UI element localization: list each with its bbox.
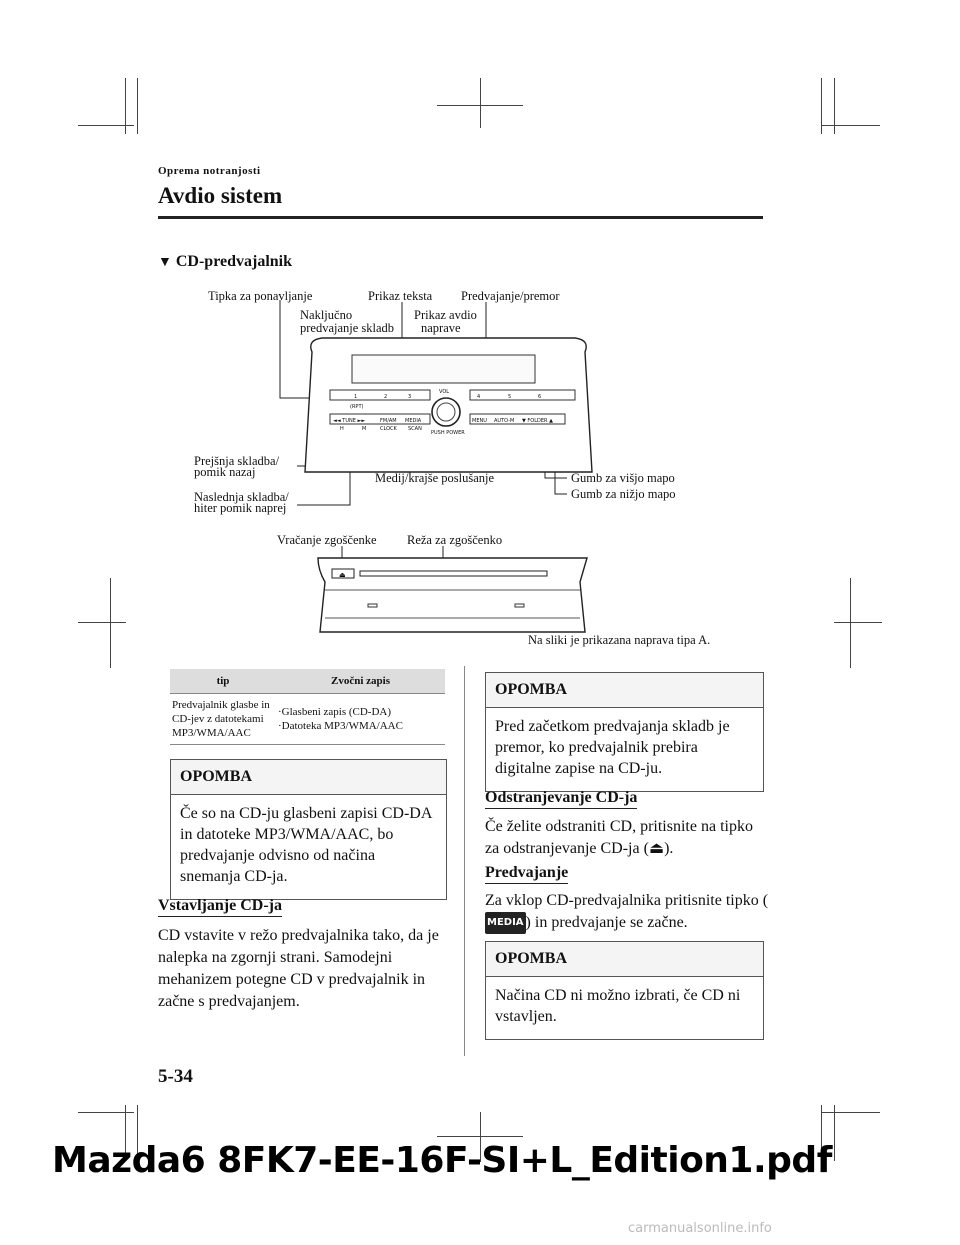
callout-prev-1: Prejšnja skladba/: [194, 454, 280, 468]
table-header: Zvočni zapis: [276, 669, 445, 694]
note-body: Načina CD ni možno izbrati, če CD ni vstavljen.: [495, 987, 741, 1025]
callout-folder-down: Gumb za nižjo mapo: [571, 487, 676, 501]
callout-media-scan: Medij/krajše poslušanje: [375, 471, 495, 485]
callout-text-display: Prikaz teksta: [368, 289, 433, 303]
note-heading: OPOMBA: [486, 673, 763, 708]
cd-slot: [360, 571, 547, 576]
callout-eject: Vračanje zgoščenke: [277, 533, 377, 547]
paragraph-text: Za vklop CD-predvajalnika pritisnite tipko (: [485, 892, 769, 909]
paragraph: CD vstavite v režo predvajalnika tako, da je nalepka na zgornji strani. Samodejni mehanizem potegne CD v predvajalnik in začne s predvajanjem.: [158, 927, 439, 1010]
push-power-label: PUSH POWER: [431, 430, 465, 436]
cd-slot-unit: [318, 558, 587, 632]
callout-random-2: predvajanje skladb: [300, 321, 395, 335]
button-2: 2: [384, 394, 388, 400]
note-heading: OPOMBA: [486, 942, 763, 977]
menu-button: MENU: [472, 418, 487, 424]
media-icon: MEDIA: [485, 912, 526, 934]
h-label: H: [340, 426, 344, 432]
table-row: [170, 694, 445, 745]
button-5: 5: [508, 394, 512, 400]
callout-repeat: Tipka za ponavljanje: [208, 289, 313, 303]
note-box: [170, 759, 447, 900]
tune-button: ◄◄ TUNE ►►: [333, 418, 366, 424]
fmam-button: FM/AM: [380, 418, 397, 424]
format-item: ·Datoteka MP3/WMA/AAC: [278, 720, 403, 732]
crop-mark: [822, 1112, 880, 1113]
callout-audio-display-2: naprave: [421, 321, 461, 335]
media-button: MEDIA: [405, 418, 422, 424]
display-screen: [352, 355, 535, 383]
note-heading: OPOMBA: [171, 760, 446, 795]
figure-caption: Na sliki je prikazana naprava tipa A.: [528, 633, 711, 647]
section-heading: Vstavljanje CD-ja: [158, 897, 282, 917]
callout-prev-2: pomik nazaj: [194, 465, 256, 479]
rpt-label: (RPT): [350, 404, 364, 410]
crop-mark: [437, 1136, 523, 1137]
button-4: 4: [477, 394, 481, 400]
callout-random-1: Naključno: [300, 308, 353, 322]
automem-button: AUTO-M: [494, 418, 515, 424]
m-label: M: [362, 426, 367, 432]
note-box: [485, 941, 764, 1040]
watermark: carmanualsonline.info: [628, 1221, 772, 1236]
paragraph: [485, 816, 765, 860]
format-table: [170, 669, 445, 745]
scan-label: SCAN: [408, 426, 422, 432]
format-item: ·Glasbeni zapis (CD-DA): [278, 706, 392, 718]
note-box: [485, 672, 764, 792]
callout-next-1: Naslednja skladba/: [194, 490, 289, 504]
paragraph-text: ) in predvajanje se začne.: [525, 914, 688, 931]
button-1: 1: [354, 394, 358, 400]
callout-slot: Reža za zgoščenko: [407, 533, 503, 547]
button-3: 3: [408, 394, 412, 400]
paragraph-text: ).: [664, 840, 674, 857]
page-number: 5-34: [158, 1066, 193, 1087]
column-divider: [464, 666, 465, 1056]
table-header: tip: [170, 669, 276, 694]
paragraph: [485, 890, 770, 934]
page-title: Avdio sistem: [158, 183, 283, 208]
callout-play-pause: Predvajanje/premor: [461, 289, 560, 303]
paragraph-text: Če želite odstraniti CD, pritisnite na tipko za odstranjevanje CD-ja (: [485, 818, 753, 857]
note-body: Če so na CD-ju glasbeni zapisi CD-DA in datoteke MP3/WMA/AAC, bo predvajanje odvisno od načina snemanja CD-ja.: [180, 805, 432, 885]
button-6: 6: [538, 394, 542, 400]
vol-label: VOL: [439, 389, 450, 395]
crop-mark: [78, 1112, 134, 1113]
section-heading: Odstranjevanje CD-ja: [485, 789, 637, 809]
footer-filename: Mazda6 8FK7-EE-16F-SI+L_Edition1.pdf: [52, 1140, 832, 1181]
eject-icon: ⏏: [648, 840, 665, 857]
subsection-title-text: CD-predvajalnik: [175, 253, 293, 270]
callout-audio-display-1: Prikaz avdio: [414, 308, 477, 322]
folder-button: ▼ FOLDER ▲: [522, 418, 553, 424]
callout-folder-up: Gumb za višjo mapo: [571, 471, 675, 485]
section-heading: Predvajanje: [485, 864, 568, 884]
table-cell-type: Predvajalnik glasbe in CD-jev z datotekami MP3/WMA/AAC: [170, 694, 276, 745]
eject-icon: ⏏: [339, 571, 346, 579]
table-cell-formats: [276, 694, 445, 745]
table-header-row: [170, 669, 445, 694]
callout-next-2: hiter pomik naprej: [194, 501, 287, 515]
note-body: Pred začetkom predvajanja skladb je premor, ko predvajalnik prebira digitalne zapise na CD-ju.: [495, 718, 730, 777]
clock-label: CLOCK: [380, 426, 397, 432]
crop-mark: [834, 1105, 835, 1161]
section-label: Oprema notranjosti: [158, 165, 261, 177]
triangle-bullet-icon: ▼: [158, 255, 172, 270]
